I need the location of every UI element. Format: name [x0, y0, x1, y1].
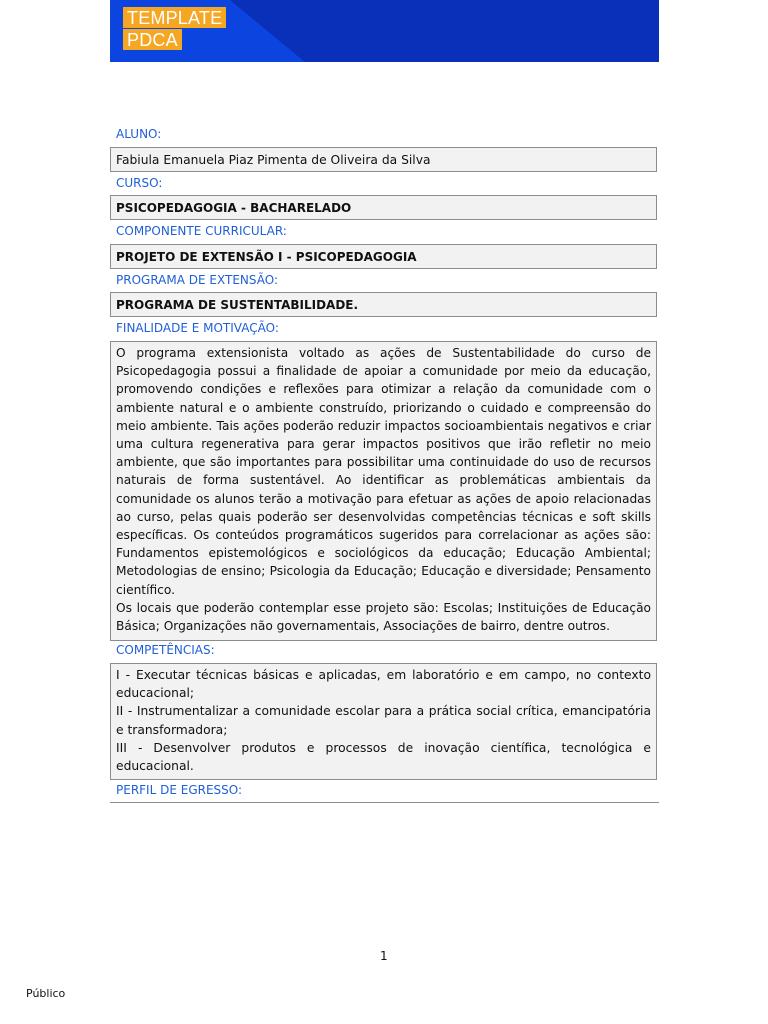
- curso-label: CURSO:: [116, 176, 163, 190]
- section-divider: [110, 802, 659, 803]
- programa-label: PROGRAMA DE EXTENSÃO:: [116, 273, 278, 287]
- componente-label: COMPONENTE CURRICULAR:: [116, 224, 287, 238]
- competencia-item-2: II - Instrumentalizar a comunidade escolar para a prática social crítica, emancipatória e transformadora;: [116, 704, 651, 737]
- finalidade-label: FINALIDADE E MOTIVAÇÃO:: [116, 321, 279, 335]
- logo-line-pdca: PDCA: [123, 29, 182, 50]
- finalidade-field: [110, 341, 657, 641]
- aluno-field: Fabiula Emanuela Piaz Pimenta de Oliveira da Silva: [110, 147, 657, 172]
- competencia-item-1: I - Executar técnicas básicas e aplicadas, em laboratório e em campo, no contexto educacional;: [116, 668, 651, 701]
- template-pdca-logo: [123, 7, 226, 50]
- logo-line-template: TEMPLATE: [123, 7, 226, 28]
- page-number: 1: [380, 949, 388, 963]
- componente-field: PROJETO DE EXTENSÃO I - PSICOPEDAGOGIA: [110, 244, 657, 269]
- aluno-label: ALUNO:: [116, 127, 162, 141]
- competencias-field: [110, 663, 657, 780]
- competencia-item-3: III - Desenvolver produtos e processos de inovação científica, tecnológica e educacional.: [116, 740, 651, 774]
- competencias-label: COMPETÊNCIAS:: [116, 643, 215, 657]
- programa-field: PROGRAMA DE SUSTENTABILIDADE.: [110, 292, 657, 317]
- header-banner: [110, 0, 659, 62]
- finalidade-paragraph-1: O programa extensionista voltado as ações de Sustentabilidade do curso de Psicopedagogia possui a finalidade de apoiar a comunidade por meio da educação, promovendo condições e reflexões para otimizar a relação da comunidade com o ambiente natural e o ambiente construído, priorizando o cuidado e compreensão do meio ambiente. Tais ações poderão reduzir impactos socioambientais negativos e criar uma cultura regenerativa para gerar impactos positivos que irão refletir no meio ambiente, que são importantes para possibilitar uma continuidade do uso de recursos naturais de forma sustentável. Ao identificar as problemáticas ambientais da comunidade os alunos terão a motivação para efetuar as ações de apoio relacionadas ao curso, pelas quais poderão ser desenvolvidas competências técnicas e soft skills específicas. Os conteúdos programáticos sugeridos para correlacionar as ações são: Fundamentos epistemológicos e sociológicos da educação; Educação Ambiental; Metodologias de ensino; Psicologia da Educação; Educação e diversidade; Pensamento científico.: [116, 346, 651, 597]
- finalidade-paragraph-2: Os locais que poderão contemplar esse projeto são: Escolas; Instituições de Educação Básica; Organizações não governamentais, Associações de bairro, dentre outros.: [116, 600, 651, 634]
- perfil-egresso-label: PERFIL DE EGRESSO:: [116, 783, 243, 797]
- classification-label: Público: [26, 987, 66, 1000]
- curso-field: PSICOPEDAGOGIA - BACHARELADO: [110, 195, 657, 220]
